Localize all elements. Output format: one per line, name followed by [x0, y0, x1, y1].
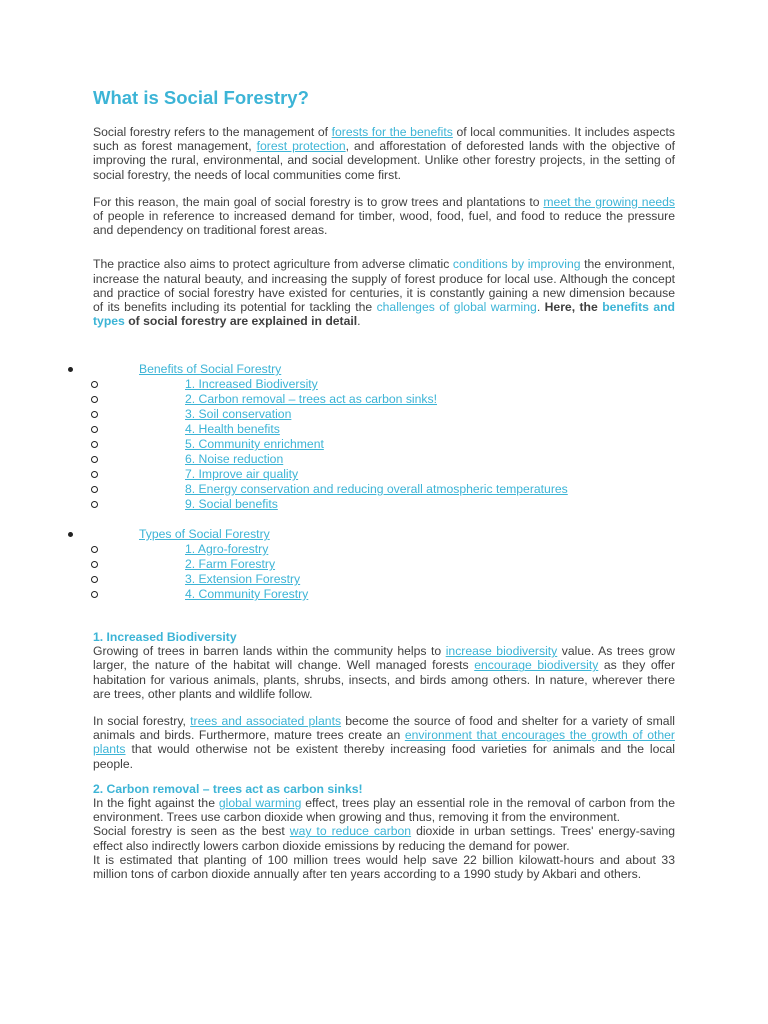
bold-text: Here, the	[544, 300, 603, 315]
toc-link-type-4[interactable]: 4. Community Forestry	[185, 587, 309, 601]
text: of people in reference to increased demand for timber, wood, food, fuel, and food to reduce the pressure and dependency on traditional forest areas.	[93, 209, 675, 238]
disc-bullet-icon	[68, 367, 73, 372]
circle-bullet-icon	[91, 546, 98, 553]
toc-link-benefit-4[interactable]: 4. Health benefits	[185, 422, 280, 436]
toc-link-type-2[interactable]: 2. Farm Forestry	[185, 557, 276, 571]
text: Social forestry refers to the management of	[93, 125, 332, 139]
link-forests-for-the-benefits[interactable]: forests for the benefits	[331, 125, 453, 139]
text: In the fight against the	[93, 796, 219, 811]
link-encourage-biodiversity[interactable]: encourage biodiversity	[474, 658, 599, 673]
text: In social forestry,	[93, 714, 191, 729]
link-forest-protection[interactable]: forest protection	[256, 139, 346, 154]
circle-bullet-icon	[91, 426, 98, 433]
text: Growing of trees in barren lands within the community helps to	[93, 644, 446, 659]
link-increase-biodiversity[interactable]: increase biodiversity	[445, 644, 558, 659]
intro-block	[93, 86, 675, 328]
toc-subitem	[0, 452, 768, 467]
disc-bullet-icon	[68, 532, 73, 537]
circle-bullet-icon	[91, 576, 98, 583]
toc-link-benefit-8[interactable]: 8. Energy conservation and reducing overall atmospheric temperatures	[185, 482, 568, 496]
toc-link-type-3[interactable]: 3. Extension Forestry	[185, 572, 301, 586]
toc-subitem	[0, 482, 768, 497]
toc-link-type-1[interactable]: 1. Agro-forestry	[185, 542, 269, 556]
link-benefits-and-types[interactable]: benefits and types	[93, 300, 676, 329]
toc-link-types[interactable]: Types of Social Forestry	[139, 527, 270, 541]
circle-bullet-icon	[91, 381, 98, 388]
intro-paragraph-2	[93, 195, 675, 238]
text: For this reason, the main goal of social forestry is to grow trees and plantations to	[93, 194, 544, 209]
toc-subitem	[0, 467, 768, 482]
intro-paragraph-1	[93, 125, 675, 182]
toc-subitem	[0, 422, 768, 437]
circle-bullet-icon	[91, 591, 98, 598]
toc-subitem	[0, 377, 768, 392]
link-environment-growth-other-plants[interactable]: environment that encourages the growth of other plants	[93, 728, 675, 757]
text: .	[536, 300, 545, 315]
circle-bullet-icon	[91, 501, 98, 508]
toc-link-benefit-2[interactable]: 2. Carbon removal – trees act as carbon sinks!	[185, 392, 437, 406]
text: become the source of food and shelter for a variety of small animals and birds. Furthermore, mature trees create an	[93, 714, 675, 743]
toc-subitem	[0, 497, 768, 512]
circle-bullet-icon	[91, 471, 98, 478]
link-conditions-by-improving[interactable]: conditions by improving	[452, 257, 581, 272]
toc-subitem	[0, 542, 768, 557]
circle-bullet-icon	[91, 411, 98, 418]
text: effect, trees play an essential role in the removal of carbon from the environment. Trees use carbon dioxide when growing and thus, removing it from the environment.	[93, 796, 675, 825]
biodiversity-paragraph-1	[93, 644, 675, 701]
body-sections	[93, 630, 675, 881]
bold-text: of social forestry are explained in detail	[124, 314, 358, 329]
link-meet-the-growing-needs[interactable]: meet the growing needs	[543, 194, 675, 209]
carbon-paragraph-1	[93, 796, 675, 824]
toc-item	[0, 362, 768, 377]
toc-link-benefit-6[interactable]: 6. Noise reduction	[185, 452, 284, 466]
page-title: What is Social Forestry?	[93, 87, 309, 108]
link-global-warming[interactable]: global warming	[218, 796, 302, 811]
toc-subitem	[0, 587, 768, 602]
intro-paragraph-3	[93, 257, 675, 328]
toc-link-benefit-1[interactable]: 1. Increased Biodiversity	[185, 377, 318, 391]
text: dioxide in urban settings. Trees' energy-saving effect also indirectly lowers carbon dioxide emissions by reducing the demand for power.	[93, 824, 675, 853]
text: as they offer habitation for various animals, plants, shrubs, insects, and birds among others. In nature, wherever there are trees, other plants and wildlife follow.	[93, 658, 676, 701]
section-heading-carbon-removal: 2. Carbon removal – trees act as carbon sinks!	[93, 781, 363, 796]
toc-link-benefits[interactable]: Benefits of Social Forestry	[139, 362, 282, 376]
text: , and afforestation of deforested lands with the objective of improving the rural, environmental, and social development. Unlike other forestry projects, in the setting of social forestry, the needs of local communities come first.	[93, 139, 675, 182]
toc-subitem	[0, 407, 768, 422]
toc-subitem	[0, 437, 768, 452]
toc-item	[0, 527, 768, 542]
carbon-paragraph-2	[93, 824, 675, 852]
text: .	[357, 314, 361, 329]
text: that would otherwise not be existent thereby increasing food varieties for animals and the local people.	[93, 742, 675, 771]
text: value. As trees grow larger, the nature of the habitat will change. Well managed forests	[93, 644, 675, 673]
circle-bullet-icon	[91, 561, 98, 568]
toc-link-benefit-9[interactable]: 9. Social benefits	[185, 497, 278, 511]
text: The practice also aims to protect agriculture from adverse climatic	[93, 257, 453, 272]
circle-bullet-icon	[91, 396, 98, 403]
link-way-to-reduce-carbon[interactable]: way to reduce carbon	[289, 824, 412, 839]
text: Social forestry is seen as the best	[93, 824, 290, 839]
circle-bullet-icon	[91, 486, 98, 493]
circle-bullet-icon	[91, 456, 98, 463]
text: of local communities. It includes aspects such as forest management,	[93, 125, 676, 154]
biodiversity-paragraph-2	[93, 714, 675, 771]
toc-link-benefit-7[interactable]: 7. Improve air quality	[185, 467, 299, 481]
toc-link-benefit-3[interactable]: 3. Soil conservation	[185, 407, 292, 421]
toc-subitem	[0, 392, 768, 407]
carbon-paragraph-3	[93, 853, 675, 881]
link-challenges-of-global-warming[interactable]: challenges of global warming	[376, 300, 537, 315]
toc-link-benefit-5[interactable]: 5. Community enrichment	[185, 437, 324, 451]
circle-bullet-icon	[91, 441, 98, 448]
text: the environment, increase the natural beauty, and increasing the supply of forest produce for local use. Although the concept and practice of social forestry have existed for centuries, it is constantly gaining a new dimension because of its benefits including its potential for tackling the	[93, 257, 676, 315]
section-heading-biodiversity: 1. Increased Biodiversity	[93, 630, 237, 644]
toc-subitem	[0, 572, 768, 587]
toc-subitem	[0, 557, 768, 572]
link-trees-and-associated-plants[interactable]: trees and associated plants	[190, 714, 342, 729]
text: It is estimated that planting of 100 million trees would help save 22 billion kilowatt-hours and about 33 million tons of carbon dioxide annually after ten years according to a 1990 study by Akbari and others.	[93, 852, 675, 882]
